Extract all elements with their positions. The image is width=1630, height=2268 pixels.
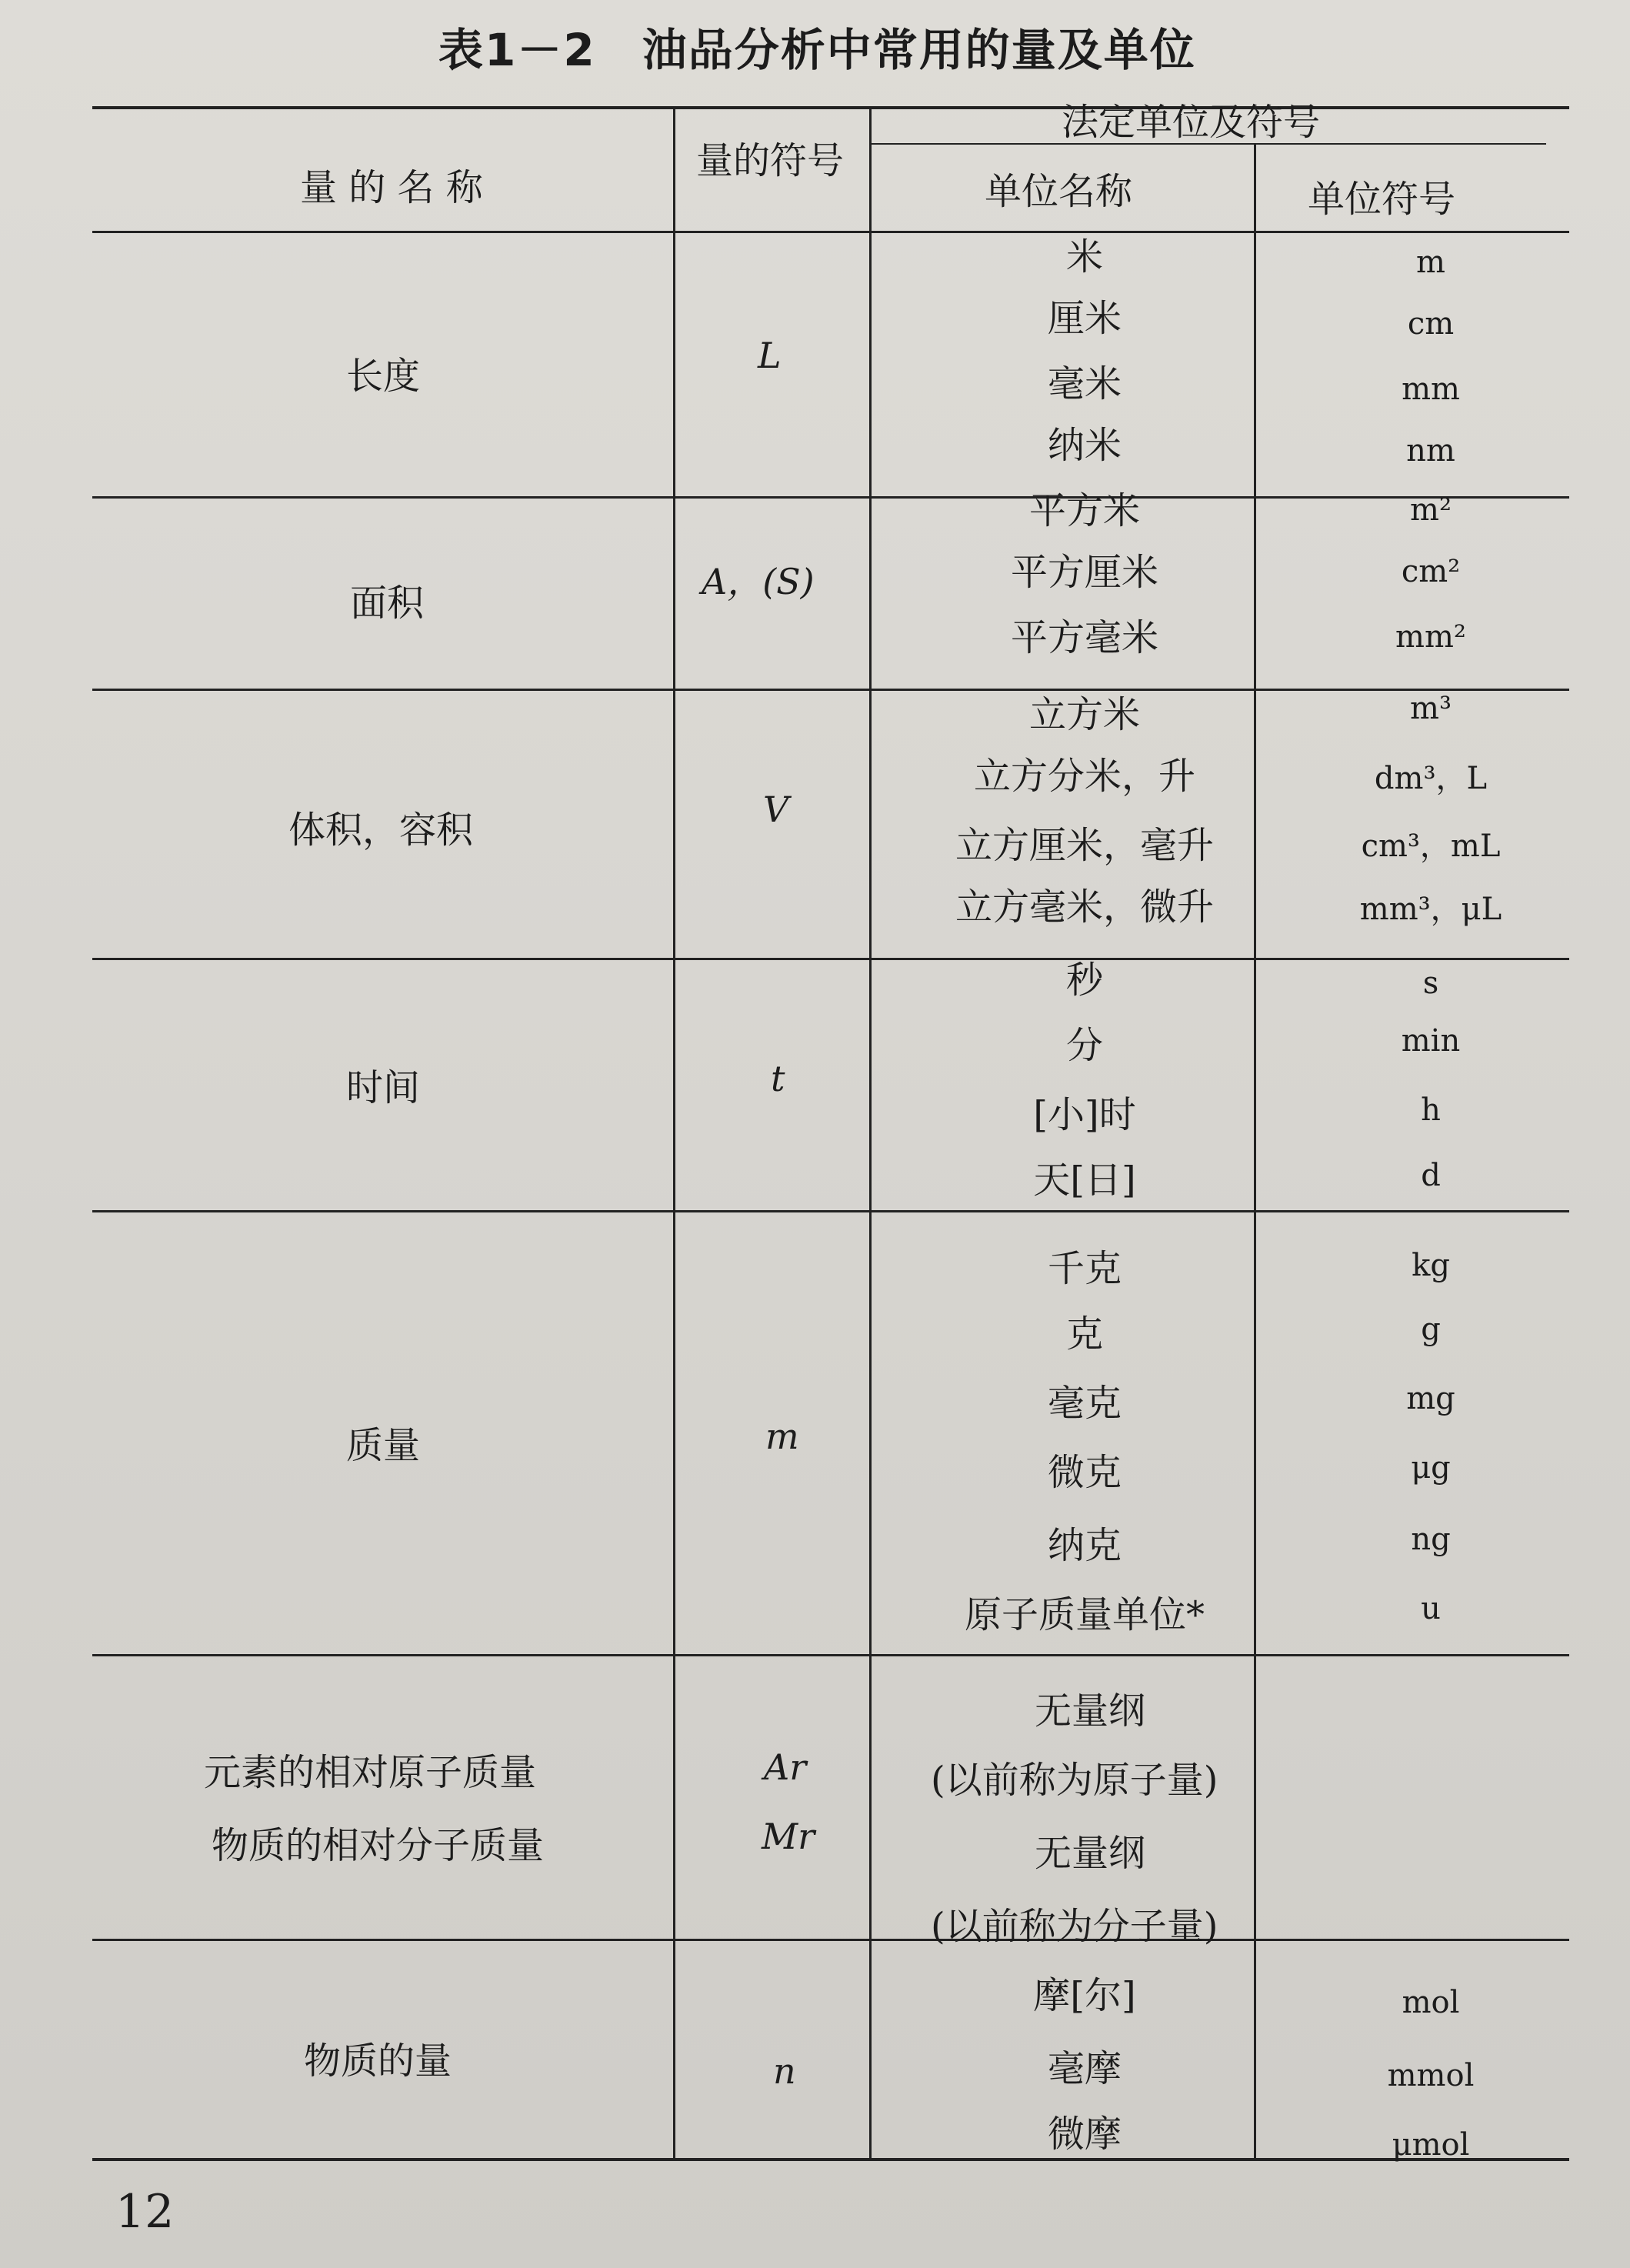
unit-name: [小]时: [1033, 1093, 1136, 1136]
unit-name: 秒: [1065, 959, 1103, 1002]
page-number: 12: [115, 2185, 175, 2239]
unit-symbol: mg: [1406, 1381, 1455, 1416]
unit-name: 纳米: [1047, 424, 1122, 467]
unit-symbol: s: [1422, 966, 1439, 1001]
unit-symbol: cm³，mL: [1361, 829, 1501, 864]
unit-name: 摩[尔]: [1033, 1974, 1136, 2017]
unit-note: (以前称为原子量): [931, 1759, 1218, 1802]
unit-symbol: dm³，L: [1374, 761, 1488, 796]
unit-name: 微克: [1047, 1451, 1122, 1494]
unit-symbol: kg: [1412, 1248, 1450, 1283]
unit-symbol: mm: [1402, 372, 1460, 407]
unit-name: 毫克: [1047, 1382, 1122, 1425]
unit-symbol: h: [1421, 1092, 1441, 1128]
row-divider: [92, 958, 1569, 960]
unit-symbol: μmol: [1392, 2127, 1470, 2163]
unit-name: 毫摩: [1047, 2047, 1122, 2090]
unit-name: 分: [1065, 1024, 1103, 1067]
header-quantity-symbol: 量的符号: [696, 139, 845, 182]
quantity-name: 面积: [350, 582, 425, 625]
unit-name: 毫米: [1047, 362, 1122, 405]
quantity-symbol: L: [758, 335, 782, 376]
unit-symbol: cm²: [1401, 554, 1461, 589]
unit-name: 微摩: [1047, 2113, 1122, 2156]
quantity-symbol: V: [763, 789, 789, 830]
unit-name: 克: [1065, 1312, 1103, 1356]
unit-symbol: d: [1421, 1158, 1441, 1193]
table-title: [438, 14, 1196, 78]
unit-symbol: mm³，μL: [1359, 892, 1502, 927]
unit-name: 平方厘米: [1010, 551, 1158, 594]
column-divider: [673, 106, 675, 2158]
unit-name: 原子质量单位*: [964, 1593, 1205, 1636]
unit-symbol: m³: [1410, 691, 1452, 726]
unit-symbol: min: [1401, 1023, 1461, 1059]
row-divider: [92, 1210, 1569, 1212]
top-rule: [92, 106, 1569, 109]
table-caption: 油品分析中常用的量及单位: [642, 24, 1196, 76]
quantity-name: 质量: [346, 1424, 421, 1467]
header-bottom-rule: [92, 231, 1569, 233]
unit-symbol: m²: [1410, 492, 1452, 528]
header-unit-symbol: 单位符号: [1308, 178, 1456, 221]
table-number: 表1－2: [438, 24, 596, 76]
unit-name: 立方分米，升: [973, 755, 1195, 798]
unit-name: 立方米: [1028, 693, 1140, 736]
unit-name: 天[日]: [1033, 1159, 1136, 1202]
unit-name: 立方厘米，毫升: [955, 824, 1214, 867]
unit-symbol: μg: [1411, 1450, 1451, 1486]
unit-symbol: nm: [1406, 433, 1455, 469]
unit-note: 无量纲: [1035, 1832, 1146, 1875]
row-divider: [92, 1654, 1569, 1656]
quantity-symbol: n: [773, 2050, 796, 2092]
unit-symbol: u: [1421, 1591, 1441, 1626]
quantity-symbol: t: [771, 1058, 785, 1099]
header-quantity-name: 量 的 名 称: [300, 166, 483, 209]
unit-name: 纳克: [1047, 1524, 1122, 1567]
quantity-symbol: Mr: [762, 1816, 815, 1857]
quantity-name: 元素的相对原子质量: [204, 1751, 537, 1794]
unit-note: 无量纲: [1035, 1689, 1146, 1733]
unit-name: 米: [1065, 235, 1103, 278]
quantity-symbol: A，(S): [702, 561, 815, 602]
quantity-name: 物质的量: [304, 2040, 452, 2083]
unit-symbol: mol: [1402, 1985, 1460, 2020]
unit-name: 平方毫米: [1010, 616, 1158, 659]
quantity-name: 长度: [346, 355, 421, 398]
unit-symbol: mmol: [1387, 2058, 1475, 2093]
quantity-name: 物质的相对分子质量: [212, 1824, 545, 1867]
unit-note: (以前称为分子量): [931, 1905, 1218, 1948]
unit-symbol: g: [1421, 1312, 1441, 1347]
unit-name: 厘米: [1047, 297, 1122, 340]
unit-name: 千克: [1047, 1247, 1122, 1290]
unit-symbol: ng: [1411, 1522, 1451, 1557]
unit-name: 立方毫米，微升: [955, 886, 1214, 929]
row-divider: [92, 1939, 1569, 1941]
header-unit-name: 单位名称: [985, 170, 1133, 213]
quantity-symbol: Ar: [764, 1746, 807, 1788]
quantity-name: 体积，容积: [288, 809, 474, 852]
quantity-symbol: m: [765, 1416, 799, 1457]
quantity-name: 时间: [346, 1066, 421, 1109]
unit-symbol: mm²: [1395, 619, 1466, 655]
unit-symbol: m: [1416, 245, 1445, 280]
header-legal-units: 法定单位及符号: [1062, 101, 1321, 144]
unit-name: 平方米: [1028, 489, 1140, 532]
unit-symbol: cm: [1407, 306, 1455, 342]
